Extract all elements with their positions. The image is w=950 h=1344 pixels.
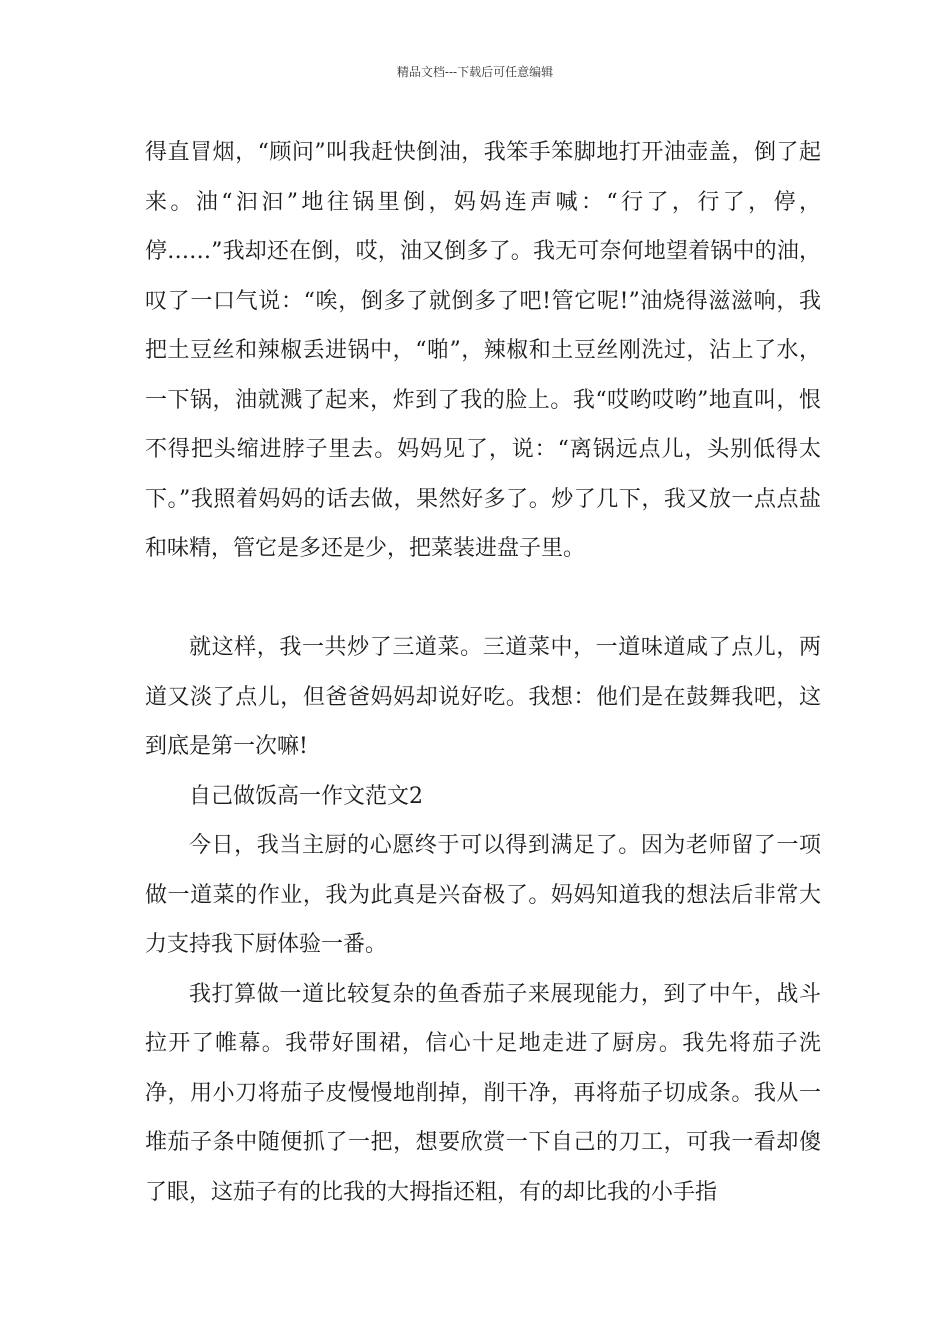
paragraph: 就这样，我一共炒了三道菜。三道菜中，一道味道咸了点儿，两道又淡了点儿，但爸爸妈妈却说好吃。我想：他们是在鼓舞我吧，这到底是第一次嘛! (145, 635, 821, 759)
paragraph-continued: 得直冒烟，“顾问”叫我赶快倒油，我笨手笨脚地打开油壶盖，倒了起来。油“汩汩”地往锅里倒，妈妈连声喊：“行了，行了，停，停……”我却还在倒，哎，油又倒多了。我无可奈何地望着锅中的油，叹了一口气说：“唉，倒多了就倒多了吧!管它呢!”油烧得滋滋响，我把土豆丝和辣椒丢进锅中，“啪”，辣椒和土豆丝刚洗过，沾上了水，一下锅，油就溅了起来，炸到了我的脸上。我“哎哟哎哟”地直叫，恨不得把头缩进脖子里去。妈妈见了，说：“离锅远点儿，头别低得太下。”我照着妈妈的话去做，果然好多了。炒了几下，我又放一点点盐和味精，管它是多还是少，把菜装进盘子里。 (145, 140, 821, 561)
paragraph-spacer (145, 574, 821, 624)
paragraph: 我打算做一道比较复杂的鱼香茄子来展现能力，到了中午，战斗拉开了帷幕。我带好围裙，信心十足地走进了厨房。我先将茄子洗净，用小刀将茄子皮慢慢地削掉，削干净，再将茄子切成条。我从一堆茄子条中随便抓了一把，想要欣赏一下自己的刀工，可我一看却傻了眼，这茄子有的比我的大拇指还粗，有的却比我的小手指 (145, 981, 821, 1205)
document-body (145, 128, 821, 1217)
section-heading: 自己做饭高一作文范文2 (189, 783, 423, 809)
page-header: 精品文档---下载后可任意编辑 (396, 65, 554, 79)
paragraph: 今日，我当主厨的心愿终于可以得到满足了。因为老师留了一项做一道菜的作业，我为此真是兴奋极了。妈妈知道我的想法后非常大力支持我下厨体验一番。 (145, 833, 821, 957)
